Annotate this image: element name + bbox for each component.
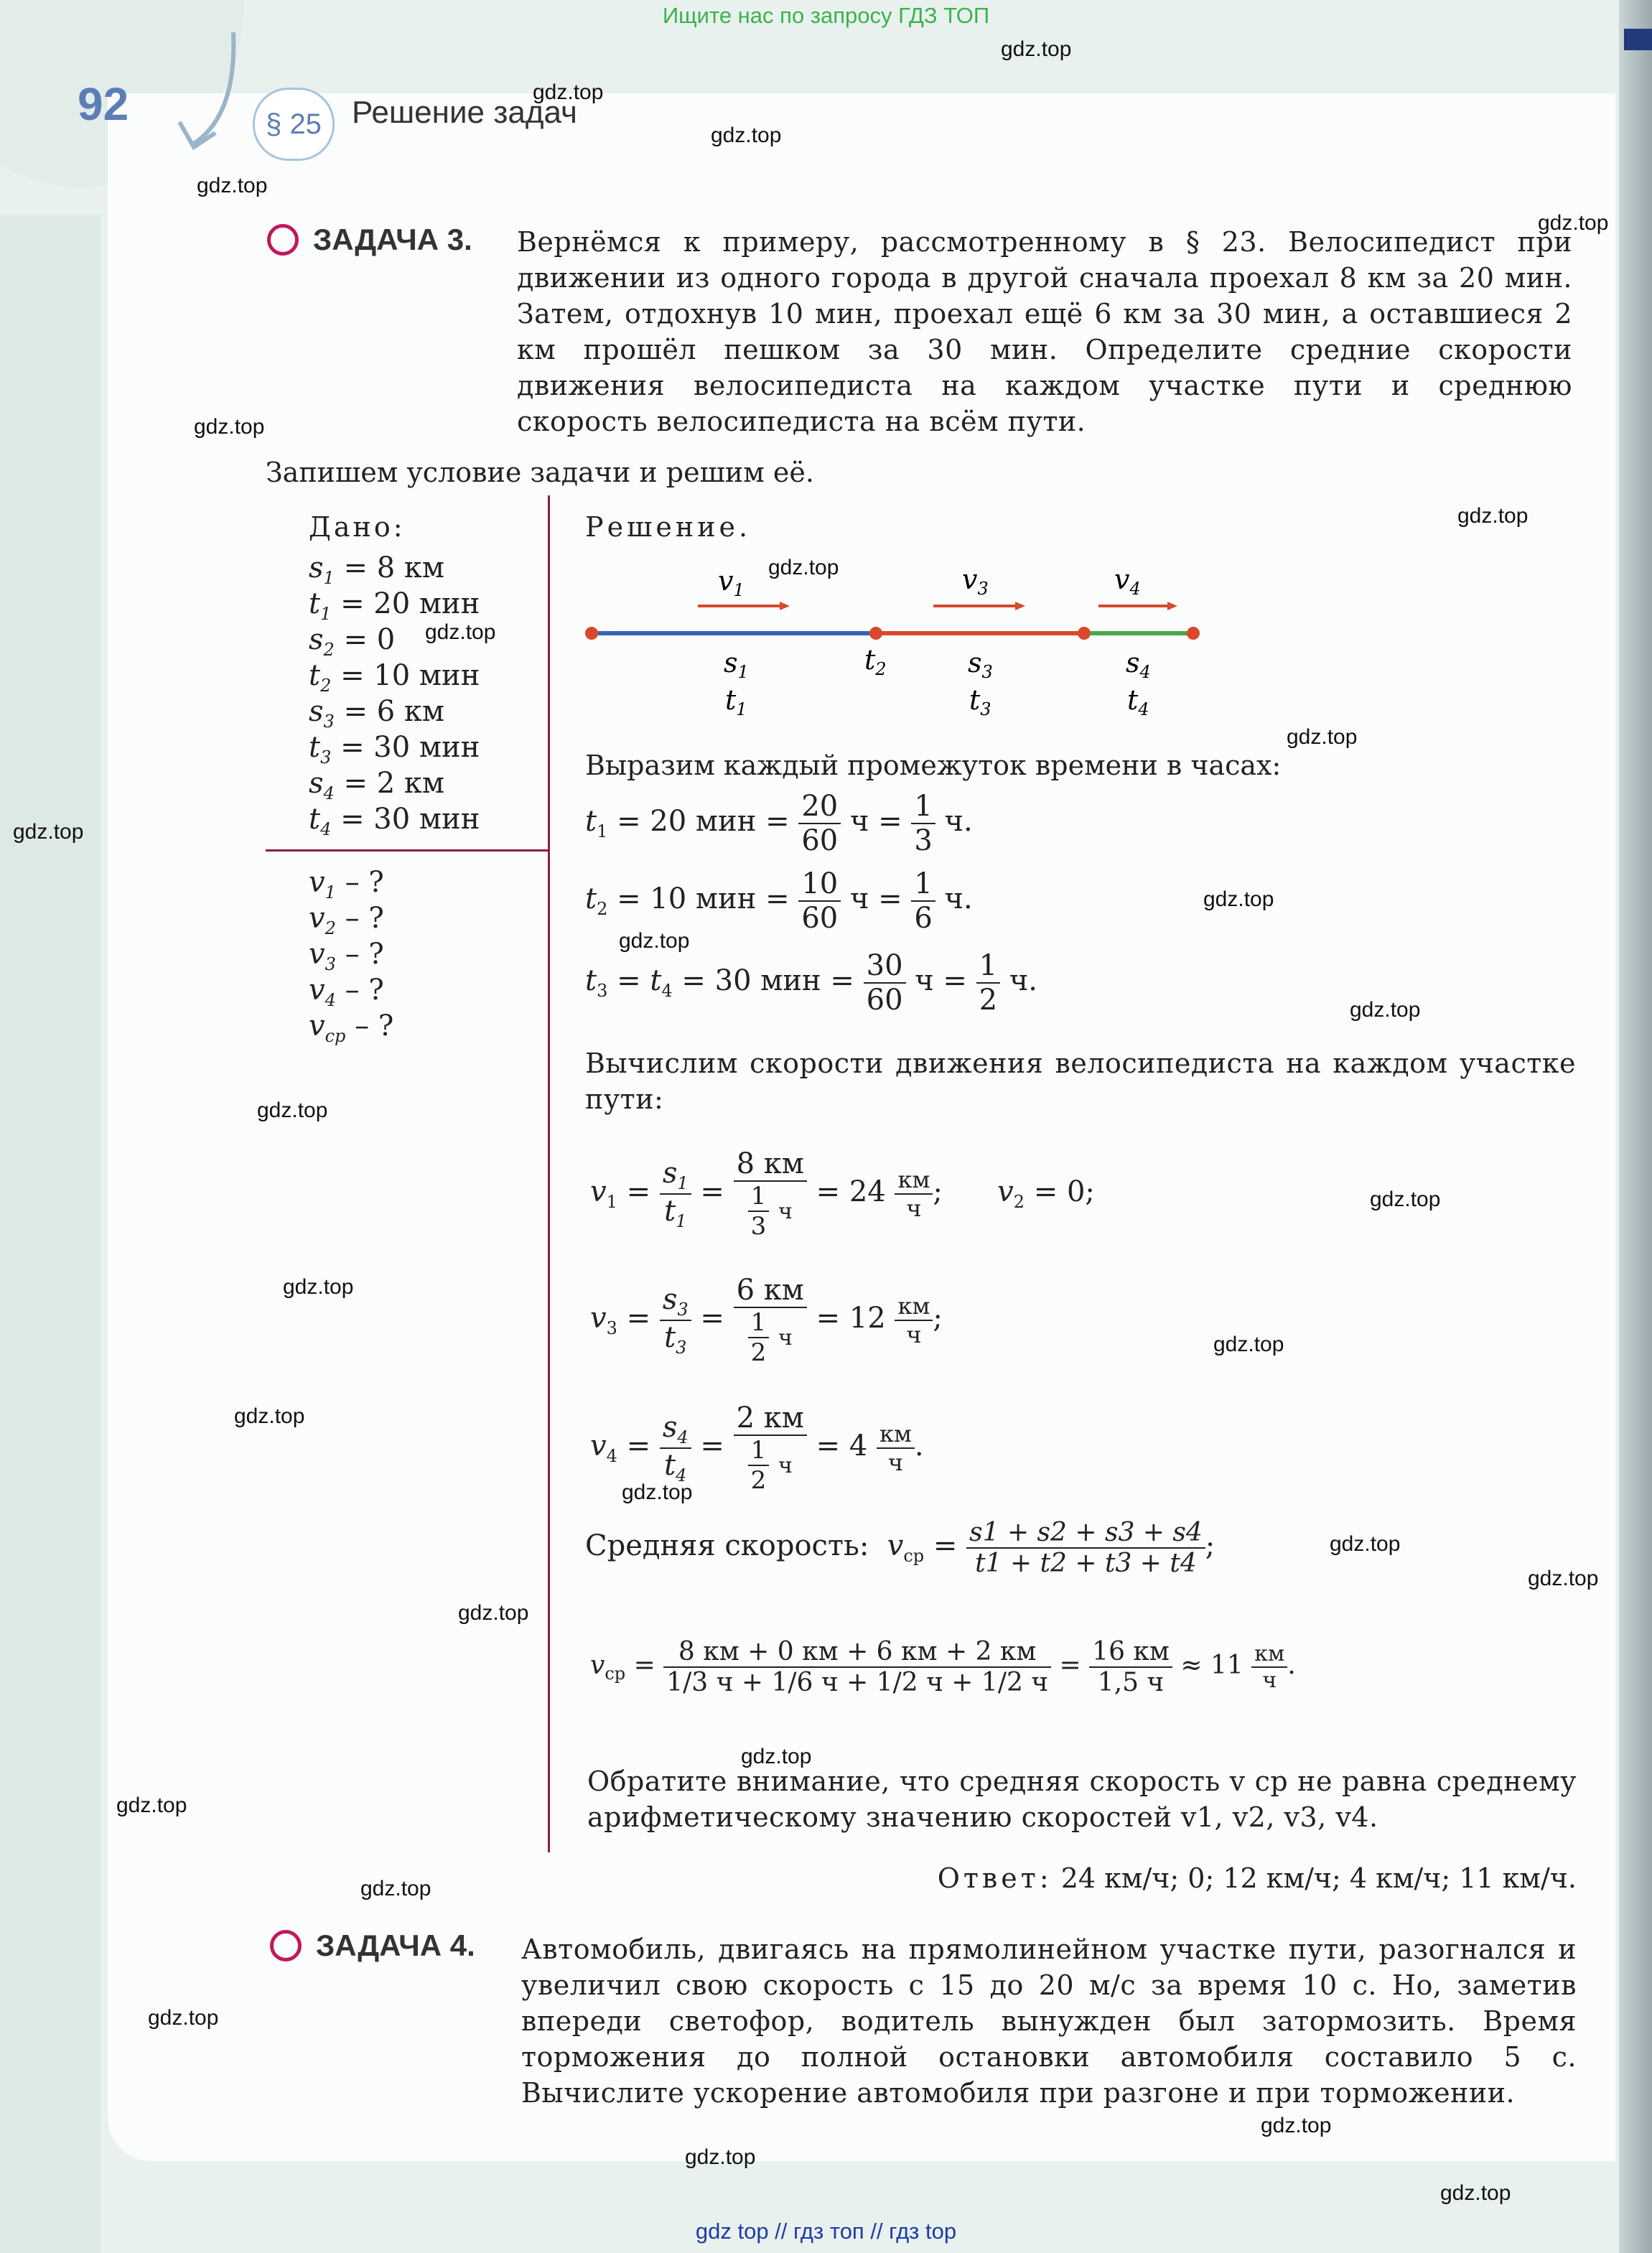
label-s1: $s_1$ [724, 647, 749, 682]
watermark-text: gdz.top [622, 1480, 693, 1504]
point-2 [869, 627, 882, 640]
find-row: $v_{ср}$ – ? [309, 1009, 394, 1046]
watermark-text: gdz.top [257, 1098, 328, 1122]
watermark-text: gdz.top [533, 80, 604, 104]
watermark-text: gdz.top [197, 174, 268, 197]
watermark-text: gdz.top [194, 415, 265, 439]
v1-equation: $v_1$ = $\frac{s_1}{t_1}$ = 8 км $\frac{1}{3}$ ч = 24 $\frac{км}{ч}$ ; $v_2 = 0$; [590, 1147, 1095, 1241]
label-t3: $t_3$ [969, 684, 991, 719]
watermark-text: gdz.top [13, 820, 84, 844]
point-3 [1078, 627, 1091, 640]
point-end [1187, 627, 1200, 640]
watermark-text: gdz.top [1457, 504, 1529, 528]
solution-divider [548, 495, 550, 1852]
curved-arrow-icon [165, 29, 244, 158]
express-time-text: Выразим каждый промежуток времени в часах: [585, 750, 1282, 781]
watermark-text: gdz.top [1203, 887, 1274, 911]
label-t2: $t_2$ [864, 644, 887, 679]
label-t4: $t_4$ [1127, 684, 1149, 719]
t2-equation: $t_2 = 10$ мин = $\frac{10}{60}$ ч = $\frac{1}{6}$ ч. [585, 867, 973, 935]
watermark-text: gdz.top [685, 2145, 756, 2169]
find-row: $v_2$ – ? [309, 902, 384, 938]
label-v3: $v_3$ [962, 564, 989, 599]
section-title: Решение задач [352, 95, 577, 130]
answer-line: Ответ: 24 км/ч; 0; 12 км/ч; 4 км/ч; 11 км/ч. [937, 1862, 1577, 1894]
given-row: $t_1 = 20$ мин [309, 587, 480, 624]
given-row: $s_2 = 0$ [309, 623, 396, 660]
watermark-text: gdz.top [1440, 2181, 1511, 2205]
watermark-text: gdz.top [1330, 1532, 1401, 1556]
watermark-text: gdz.top [619, 929, 690, 953]
page-number: 92 [78, 78, 129, 130]
given-row: $s_3 = 6$ км [309, 695, 445, 732]
task3-circle-icon [267, 224, 299, 256]
bottom-search-note[interactable]: gdz top // гдз топ // гдз top [695, 2219, 957, 2244]
section-badge: § 25 [253, 88, 335, 161]
velocity-arrow-3 [933, 602, 1025, 610]
watermark-text: gdz.top [234, 1404, 305, 1428]
watermark-text: gdz.top [283, 1275, 354, 1299]
given-row: $t_4 = 30$ мин [309, 803, 480, 839]
v4-equation: $v_4$ = $\frac{s_4}{t_4}$ = 2 км $\frac{1}{2}$ ч = 4 $\frac{км}{ч}$ . [590, 1401, 924, 1495]
watermark-text: gdz.top [1350, 998, 1421, 1022]
task3-intro: Запишем условие задачи и решим её. [266, 457, 814, 488]
v3-equation: $v_3$ = $\frac{s_3}{t_3}$ = 6 км $\frac{1}{2}$ ч = 12 $\frac{км}{ч}$ ; [590, 1274, 943, 1367]
find-row: $v_3$ – ? [309, 938, 384, 974]
label-s3: $s_3$ [968, 647, 993, 682]
compute-speeds-text: Вычислим скорости движения велосипедиста на каждом участке пути: [585, 1048, 1576, 1115]
velocity-arrow-4 [1098, 602, 1177, 610]
given-row: $t_3 = 30$ мин [309, 731, 480, 768]
label-t1: $t_1$ [725, 684, 747, 719]
left-margin-strip [0, 215, 101, 2253]
given-row: $t_2 = 10$ мин [309, 659, 480, 696]
watermark-text: gdz.top [1538, 211, 1609, 235]
watermark-text: gdz.top [148, 2006, 219, 2030]
avg-speed-formula: Средняя скорость: $v_{ср}$ = $\frac{s1 + s2 + s3 + s4}{t1 + t2 + t3 + t4}$ ; [585, 1518, 1215, 1578]
watermark-text: gdz.top [116, 1793, 187, 1817]
note-text: Обратите внимание, что средняя скорость v ср не равна среднему арифметическому значению скоростей v1, v2, v3, v4. [587, 1765, 1577, 1833]
task4-label: ЗАДАЧА 4. [316, 1928, 475, 1962]
top-search-note[interactable]: Ищите нас по запросу ГДЗ ТОП [662, 3, 990, 28]
task3-text: Вернёмся к примеру, рассмотренному в § 23. Велосипедист при движении из одного города в другой сначала проехал 8 км за 20 мин. Затем, отдохнув 10 мин, проехал ещё 6 км за 30 мин, а оставшиеся 2 км прошёл пешком за 30 мин. Определите средние скорости движения велосипедиста на каждом участке пути и среднюю скорость велосипедиста на всём пути. [517, 226, 1572, 437]
label-s4: $s_4$ [1126, 647, 1151, 682]
motion-diagram [574, 553, 1221, 725]
watermark-text: gdz.top [1528, 1567, 1599, 1590]
task3-label: ЗАДАЧА 3. [313, 223, 472, 256]
watermark-text: gdz.top [1001, 37, 1072, 61]
watermark-text: gdz.top [1213, 1333, 1284, 1356]
watermark-text: gdz.top [360, 1877, 431, 1900]
given-row: $s_1 = 8$ км [309, 551, 445, 588]
avg-speed-calc: $v_{ср}$ = $\frac{8 км + 0 км + 6 км + 2 км}{1/3 ч + 1/6 ч + 1/2 ч + 1/2 ч}$ = $\frac{16 км}{1,5 ч}$ ≈ 11 $\frac{км}{ч}$ . [590, 1637, 1296, 1697]
find-row: $v_1$ – ? [309, 866, 384, 902]
point-start [585, 627, 598, 640]
watermark-text: gdz.top [1370, 1188, 1441, 1211]
velocity-arrow-1 [698, 602, 790, 610]
given-divider [266, 849, 548, 852]
watermark-text: gdz.top [1287, 725, 1358, 749]
watermark-text: gdz.top [1261, 2114, 1332, 2137]
label-v1: $v_1$ [718, 565, 745, 600]
t1-equation: $t_1 = 20$ мин = $\frac{20}{60}$ ч = $\frac{1}{3}$ ч. [585, 790, 973, 857]
watermark-text: gdz.top [768, 556, 839, 579]
task4-text: Автомобиль, двигаясь на прямолинейном участке пути, разогнался и увеличил свою скорость с 15 до 20 м/с за время 10 с. Но, заметив впереди светофор, водитель вынужден был затормозить. Время торможения до полной остановки автомобиля составило 5 с. Вычислите ускорение автомобиля при разгоне и при торможении. [521, 1934, 1577, 2109]
solution-title: Решение. [585, 511, 752, 543]
book-edge [1619, 0, 1652, 2253]
given-title: Дано: [309, 511, 406, 543]
find-row: $v_4$ – ? [309, 974, 384, 1010]
t3-t4-equation: $t_3 = t_4 = 30$ мин = $\frac{30}{60}$ ч = $\frac{1}{2}$ ч. [585, 949, 1037, 1017]
book-edge-mark [1624, 29, 1652, 50]
watermark-text: gdz.top [711, 123, 782, 147]
watermark-text: gdz.top [458, 1601, 529, 1625]
given-row: $s_4 = 2$ км [309, 767, 445, 803]
watermark-text: gdz.top [741, 1745, 812, 1768]
label-v4: $v_4$ [1114, 564, 1141, 599]
task4-circle-icon [270, 1930, 302, 1962]
watermark-text: gdz.top [425, 620, 496, 644]
